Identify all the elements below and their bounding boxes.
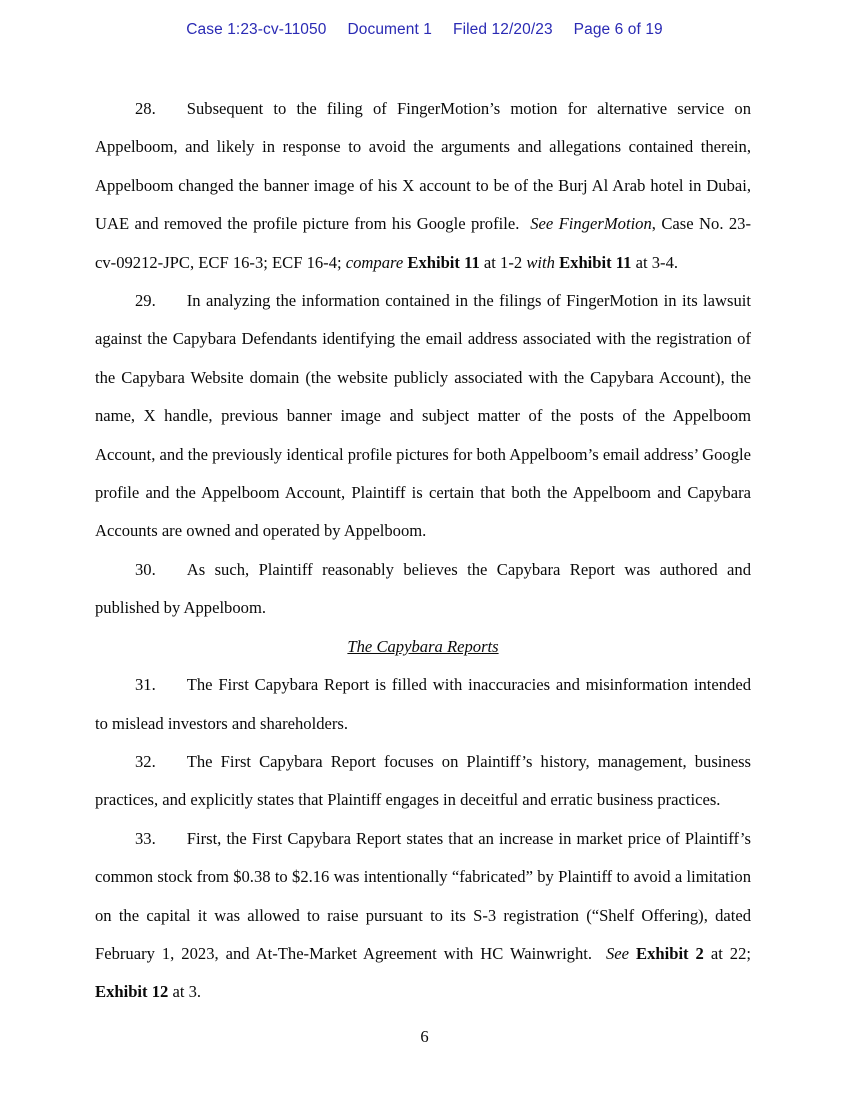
text-run: In analyzing the information contained in the filings of FingerMotion in its lawsuit against the Capybara Defendants identifying the email address associated with the registration of the Capybara Website domain (the website publicly associated with the Capybara Account), the name, X handle, previous banner image and subject matter of the posts of the Appelboom Account, and the previously identical profile pictures for both Appelboom’s email address’ Google profile and the Appelboom Account, Plaintiff is certain that both the Appelboom and Capybara Accounts are owned and operated by Appelboom. xyxy=(95,291,751,541)
paragraph-number: 33. xyxy=(135,828,156,848)
stamp-case-number: Case 1:23-cv-11050 xyxy=(186,21,327,38)
section-heading xyxy=(95,628,751,666)
text-run: at 3. xyxy=(168,982,202,1002)
paragraph-number: 29. xyxy=(135,291,156,311)
paragraph-number: 28. xyxy=(135,99,156,118)
text-run: Subsequent to the filing of FingerMotion’s motion for alternative service on Appelboom, and likely in response to avoid the arguments and allegations contained therein, Appelboom changed the banner image of his X account to be of the Burj Al Arab hotel in Dubai, UAE and removed the profile picture from his Google profile. xyxy=(95,99,751,234)
stamp-document-number: Document 1 xyxy=(347,21,433,38)
text-run: at 22; xyxy=(703,943,751,963)
text-run: with xyxy=(526,252,555,272)
stamp-filed-date: Filed 12/20/23 xyxy=(453,21,553,38)
paragraph-30 xyxy=(95,551,751,628)
text-run: Exhibit 11 xyxy=(407,252,480,272)
paragraph-28 xyxy=(95,90,751,282)
text-run: compare xyxy=(345,252,404,272)
document-body xyxy=(95,90,751,1012)
paragraph-number: 30. xyxy=(135,559,156,579)
paragraph-31 xyxy=(95,666,751,743)
page-number: 6 xyxy=(420,1027,429,1046)
text-run: at 3-4. xyxy=(631,252,679,272)
case-stamp xyxy=(0,21,849,39)
stamp-page-count: Page 6 of 19 xyxy=(573,21,663,38)
text-run: , Case No. 23-cv-09212-JPC, ECF 16-3; ECF 16-4; xyxy=(95,214,752,272)
text-run: As such, Plaintiff reasonably believes the Capybara Report was authored and published by Appelboom. xyxy=(95,559,751,618)
text-run: First, the First Capybara Report states that an increase in market price of Plaintiff’s common stock from $0.38 to $2.16 was intentionally “fabricated” by Plaintiff to avoid a limitation on the capital it was allowed to raise pursuant to its S-3 registration (“Shelf Offering), dated February 1, 2023, and At-The-Market Agreement with HC Wainwright. xyxy=(95,828,751,963)
paragraph-29 xyxy=(95,282,751,551)
text-run: Exhibit 12 xyxy=(95,982,169,1002)
text-run: See xyxy=(606,943,630,963)
paragraph-number: 32. xyxy=(135,751,156,771)
text-run: See FingerMotion xyxy=(530,214,652,234)
section-heading-text: The Capybara Reports xyxy=(347,636,499,656)
text-run xyxy=(629,944,636,963)
text-run: Exhibit 11 xyxy=(559,252,632,272)
paragraph-33 xyxy=(95,820,751,1012)
text-run: The First Capybara Report is filled with inaccuracies and misinformation intended to mislead investors and shareholders. xyxy=(95,675,751,733)
paragraph-number: 31. xyxy=(135,675,156,695)
paragraph-32 xyxy=(95,743,751,820)
text-run: The First Capybara Report focuses on Plaintiff’s history, management, business practices, and explicitly states that Plaintiff engages in deceitful and erratic business practices. xyxy=(95,751,751,810)
text-run: Exhibit 2 xyxy=(636,943,704,963)
text-run: at 1-2 xyxy=(479,252,527,272)
